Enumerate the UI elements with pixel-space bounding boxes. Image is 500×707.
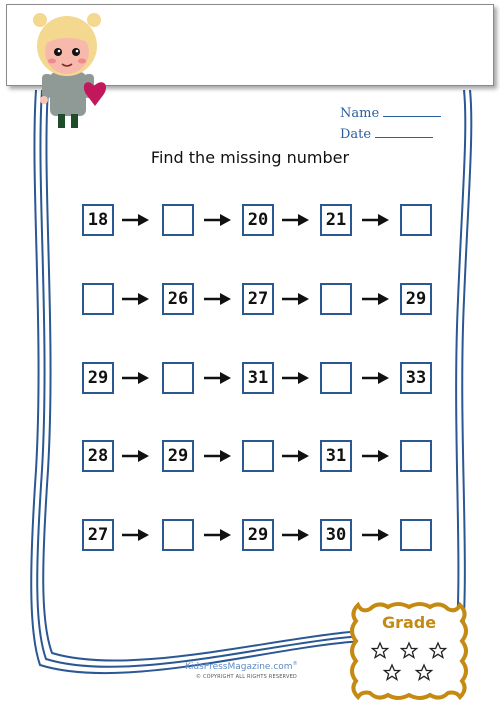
answer-box[interactable] bbox=[82, 283, 114, 315]
number-box: 20 bbox=[242, 204, 274, 236]
arrow-right-icon bbox=[120, 449, 150, 463]
number-box: 30 bbox=[320, 519, 352, 551]
date-label: Date bbox=[340, 127, 372, 142]
number-box: 31 bbox=[320, 440, 352, 472]
arrow-right-icon bbox=[202, 449, 232, 463]
arrow-right-icon bbox=[280, 371, 310, 385]
answer-box[interactable] bbox=[242, 440, 274, 472]
arrow-right-icon bbox=[202, 528, 232, 542]
arrow-right-icon bbox=[120, 213, 150, 227]
answer-box[interactable] bbox=[400, 440, 432, 472]
grade-label: Grade bbox=[381, 613, 437, 632]
date-blank[interactable] bbox=[375, 126, 433, 138]
arrow-right-icon bbox=[280, 213, 310, 227]
number-box: 27 bbox=[242, 283, 274, 315]
answer-box[interactable] bbox=[162, 519, 194, 551]
number-box: 26 bbox=[162, 283, 194, 315]
number-box: 29 bbox=[162, 440, 194, 472]
answer-box[interactable] bbox=[162, 204, 194, 236]
number-box: 29 bbox=[242, 519, 274, 551]
answer-box[interactable] bbox=[162, 362, 194, 394]
arrow-right-icon bbox=[280, 528, 310, 542]
brand-mark: ® bbox=[292, 661, 298, 667]
number-box: 33 bbox=[400, 362, 432, 394]
arrow-right-icon bbox=[360, 528, 390, 542]
answer-box[interactable] bbox=[320, 283, 352, 315]
arrow-right-icon bbox=[120, 292, 150, 306]
brand-text bbox=[185, 661, 298, 672]
arrow-right-icon bbox=[120, 528, 150, 542]
copyright-text: © COPYRIGHT ALL RIGHTS RESERVED bbox=[196, 674, 297, 680]
brand-name: KidsPressMagazine.com bbox=[185, 662, 293, 672]
girl-illustration bbox=[28, 10, 114, 130]
number-box: 29 bbox=[82, 362, 114, 394]
number-box: 27 bbox=[82, 519, 114, 551]
arrow-right-icon bbox=[202, 292, 232, 306]
arrow-right-icon bbox=[202, 371, 232, 385]
name-label: Name bbox=[340, 106, 380, 121]
date-field bbox=[340, 126, 433, 142]
arrow-right-icon bbox=[360, 371, 390, 385]
answer-box[interactable] bbox=[320, 362, 352, 394]
number-box: 29 bbox=[400, 283, 432, 315]
arrow-right-icon bbox=[360, 292, 390, 306]
arrow-right-icon bbox=[280, 449, 310, 463]
heart-icon bbox=[84, 82, 106, 106]
arrow-right-icon bbox=[120, 371, 150, 385]
number-box: 18 bbox=[82, 204, 114, 236]
arrow-right-icon bbox=[360, 449, 390, 463]
answer-box[interactable] bbox=[400, 519, 432, 551]
number-box: 21 bbox=[320, 204, 352, 236]
number-box: 31 bbox=[242, 362, 274, 394]
arrow-right-icon bbox=[360, 213, 390, 227]
number-box: 28 bbox=[82, 440, 114, 472]
name-field bbox=[340, 105, 441, 121]
answer-box[interactable] bbox=[400, 204, 432, 236]
instruction-text: Find the missing number bbox=[150, 148, 350, 167]
arrow-right-icon bbox=[202, 213, 232, 227]
name-blank[interactable] bbox=[383, 105, 441, 117]
arrow-right-icon bbox=[280, 292, 310, 306]
